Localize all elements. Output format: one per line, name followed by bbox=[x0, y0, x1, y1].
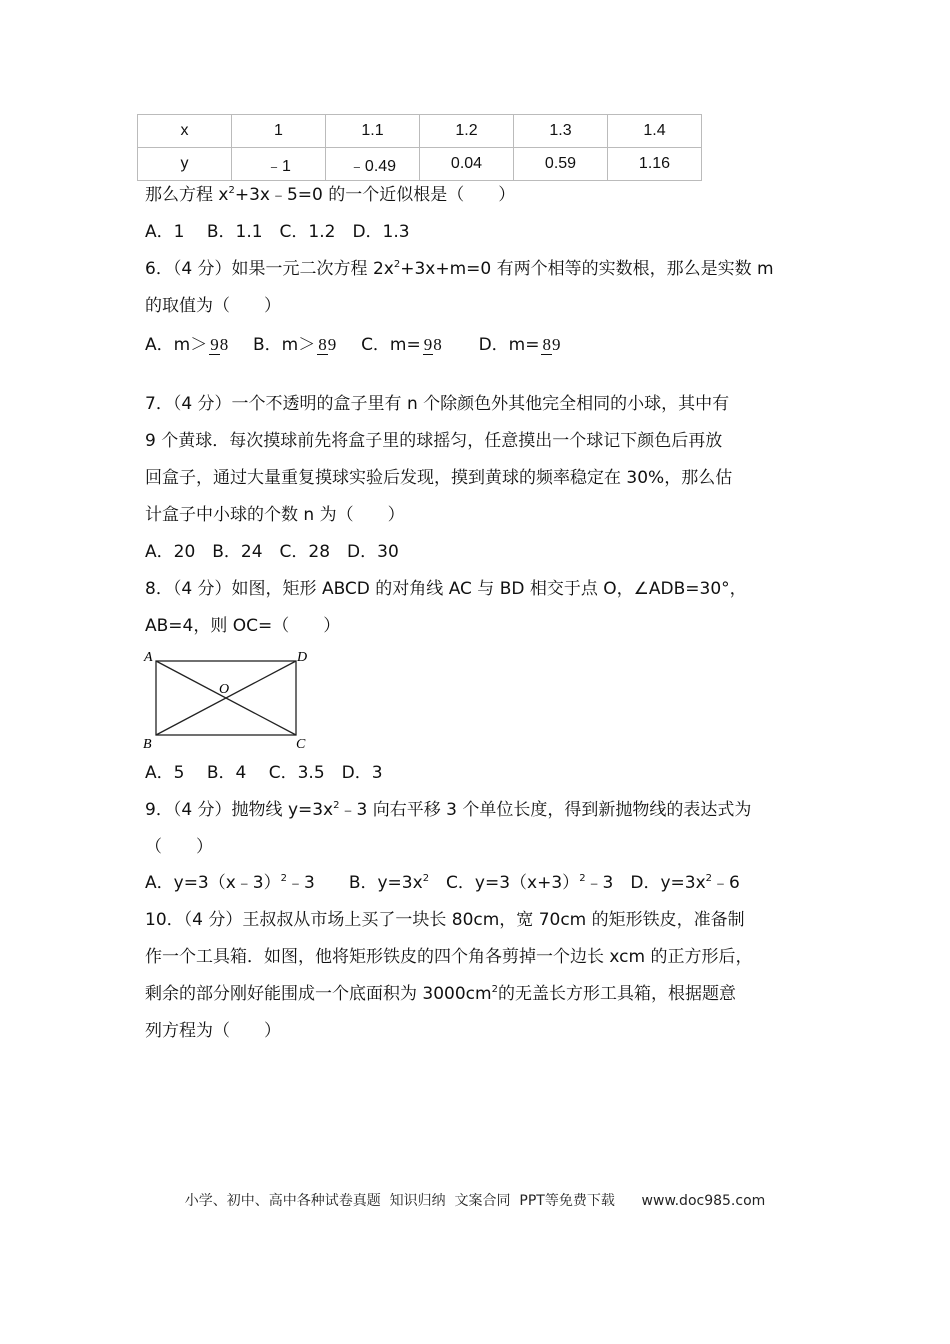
table-cell: 0.59 bbox=[514, 148, 608, 181]
option-a: A．y=3（x﹣3） bbox=[145, 873, 281, 893]
option-d: ﹣3 D．y=3x bbox=[585, 873, 706, 893]
table-cell: 1.3 bbox=[514, 115, 608, 148]
denominator: 9 bbox=[551, 334, 561, 354]
q9-text: ﹣3 向右平移 3 个单位长度，得到新抛物线的表达式为 bbox=[339, 800, 752, 820]
superscript: 2 bbox=[705, 873, 713, 884]
q9-line bbox=[145, 798, 751, 822]
table-row bbox=[138, 115, 702, 148]
table-cell: x bbox=[138, 115, 232, 148]
option-label: C．m= bbox=[361, 335, 421, 355]
q9-options bbox=[145, 871, 740, 895]
option-label: A．m＞ bbox=[145, 335, 208, 355]
q5-stem bbox=[145, 183, 515, 207]
center-label-o: O bbox=[219, 682, 230, 697]
q8-line: 8．（4 分）如图，矩形 ABCD 的对角线 AC 与 BD 相交于点 O，∠ADB=30°， bbox=[145, 579, 747, 599]
option-c bbox=[361, 333, 444, 357]
vertex-label-d: D bbox=[297, 650, 308, 665]
table-cell: y bbox=[138, 148, 232, 181]
denominator: 8 bbox=[219, 334, 229, 354]
vertex-label-b: B bbox=[143, 737, 152, 752]
q5-stem-text: +3x﹣5=0 的一个近似根是（ ） bbox=[234, 185, 516, 205]
superscript: 2 bbox=[491, 984, 498, 995]
q7-line: 9 个黄球．每次摸球前先将盒子里的球摇匀，任意摸出一个球记下颜色后再放 bbox=[145, 431, 723, 451]
superscript: 2 bbox=[422, 873, 430, 884]
option-a bbox=[145, 333, 230, 357]
option-label: B．m＞ bbox=[253, 335, 316, 355]
q10-line: 作一个工具箱．如图，他将矩形铁皮的四个角各剪掉一个边长 xcm 的正方形后， bbox=[145, 947, 753, 967]
superscript: 2 bbox=[333, 800, 340, 811]
numerator: 8 bbox=[318, 334, 327, 354]
fraction bbox=[209, 336, 228, 355]
q10-text: 剩余的部分刚好能围成一个底面积为 3000cm bbox=[145, 984, 492, 1004]
superscript: 2 bbox=[579, 873, 586, 884]
q6-line bbox=[145, 257, 774, 281]
value-table bbox=[137, 114, 702, 181]
option-b bbox=[253, 333, 338, 357]
option-b: ﹣3 B．y=3x bbox=[287, 873, 423, 893]
option-label: D．m= bbox=[478, 335, 540, 355]
table-cell: ﹣0.49 bbox=[326, 148, 420, 181]
q9-text: 9．（4 分）抛物线 y=3x bbox=[145, 800, 334, 820]
table-cell: 1.16 bbox=[608, 148, 702, 181]
q6-line: 的取值为（ ） bbox=[145, 296, 281, 316]
q5-options: A．1 B．1.1 C．1.2 D．1.3 bbox=[145, 222, 410, 242]
fraction bbox=[317, 336, 336, 355]
q6-text: 6．（4 分）如果一元二次方程 2x bbox=[145, 259, 394, 279]
page-footer: 小学、初中、高中各种试卷真题 知识归纳 文案合同 PPT等免费下载 www.doc985.com bbox=[184, 1193, 766, 1209]
table-cell: 0.04 bbox=[420, 148, 514, 181]
table-cell: 1 bbox=[232, 115, 326, 148]
table-cell: ﹣1 bbox=[232, 148, 326, 181]
denominator: 9 bbox=[327, 334, 337, 354]
q7-options: A．20 B．24 C．28 D．30 bbox=[145, 542, 399, 562]
option-d bbox=[479, 333, 563, 357]
rectangle-diagram bbox=[140, 645, 320, 755]
q6-options bbox=[145, 333, 562, 357]
superscript: 2 bbox=[228, 185, 235, 196]
q10-text: 的无盖长方形工具箱，根据题意 bbox=[497, 984, 736, 1004]
q9-line: （ ） bbox=[145, 837, 213, 857]
q7-line: 计盒子中小球的个数 n 为（ ） bbox=[145, 505, 405, 525]
numerator: 8 bbox=[542, 334, 551, 354]
numerator: 9 bbox=[423, 334, 433, 354]
vertex-label-c: C bbox=[296, 737, 306, 752]
superscript: 2 bbox=[393, 259, 401, 270]
q8-options: A．5 B．4 C．3.5 D．3 bbox=[145, 763, 383, 783]
option-c: C．y=3（x+3） bbox=[429, 873, 580, 893]
table-cell: 1.4 bbox=[608, 115, 702, 148]
fraction bbox=[541, 336, 560, 355]
table-cell: 1.1 bbox=[326, 115, 420, 148]
q8-line: AB=4，则 OC=（ ） bbox=[145, 616, 341, 636]
q6-text: +3x+m=0 有两个相等的实数根，那么是实数 m bbox=[400, 259, 774, 279]
table-row bbox=[138, 148, 702, 181]
q5-stem-text: 那么方程 x bbox=[145, 185, 229, 205]
fraction bbox=[423, 336, 442, 355]
q10-line bbox=[145, 982, 736, 1006]
q10-line: 列方程为（ ） bbox=[145, 1021, 281, 1041]
table-cell: 1.2 bbox=[420, 115, 514, 148]
q10-line: 10．（4 分）王叔叔从市场上买了一块长 80cm，宽 70cm 的矩形铁皮，准备制 bbox=[145, 910, 745, 930]
q7-line: 回盒子，通过大量重复摸球实验后发现，摸到黄球的频率稳定在 30%，那么估 bbox=[145, 468, 733, 488]
numerator: 9 bbox=[210, 334, 219, 354]
denominator: 8 bbox=[433, 334, 442, 354]
vertex-label-a: A bbox=[144, 650, 153, 665]
superscript: 2 bbox=[280, 873, 288, 884]
q7-line: 7．（4 分）一个不透明的盒子里有 n 个除颜色外其他完全相同的小球，其中有 bbox=[145, 394, 730, 414]
option-d-tail: ﹣6 bbox=[712, 873, 740, 893]
